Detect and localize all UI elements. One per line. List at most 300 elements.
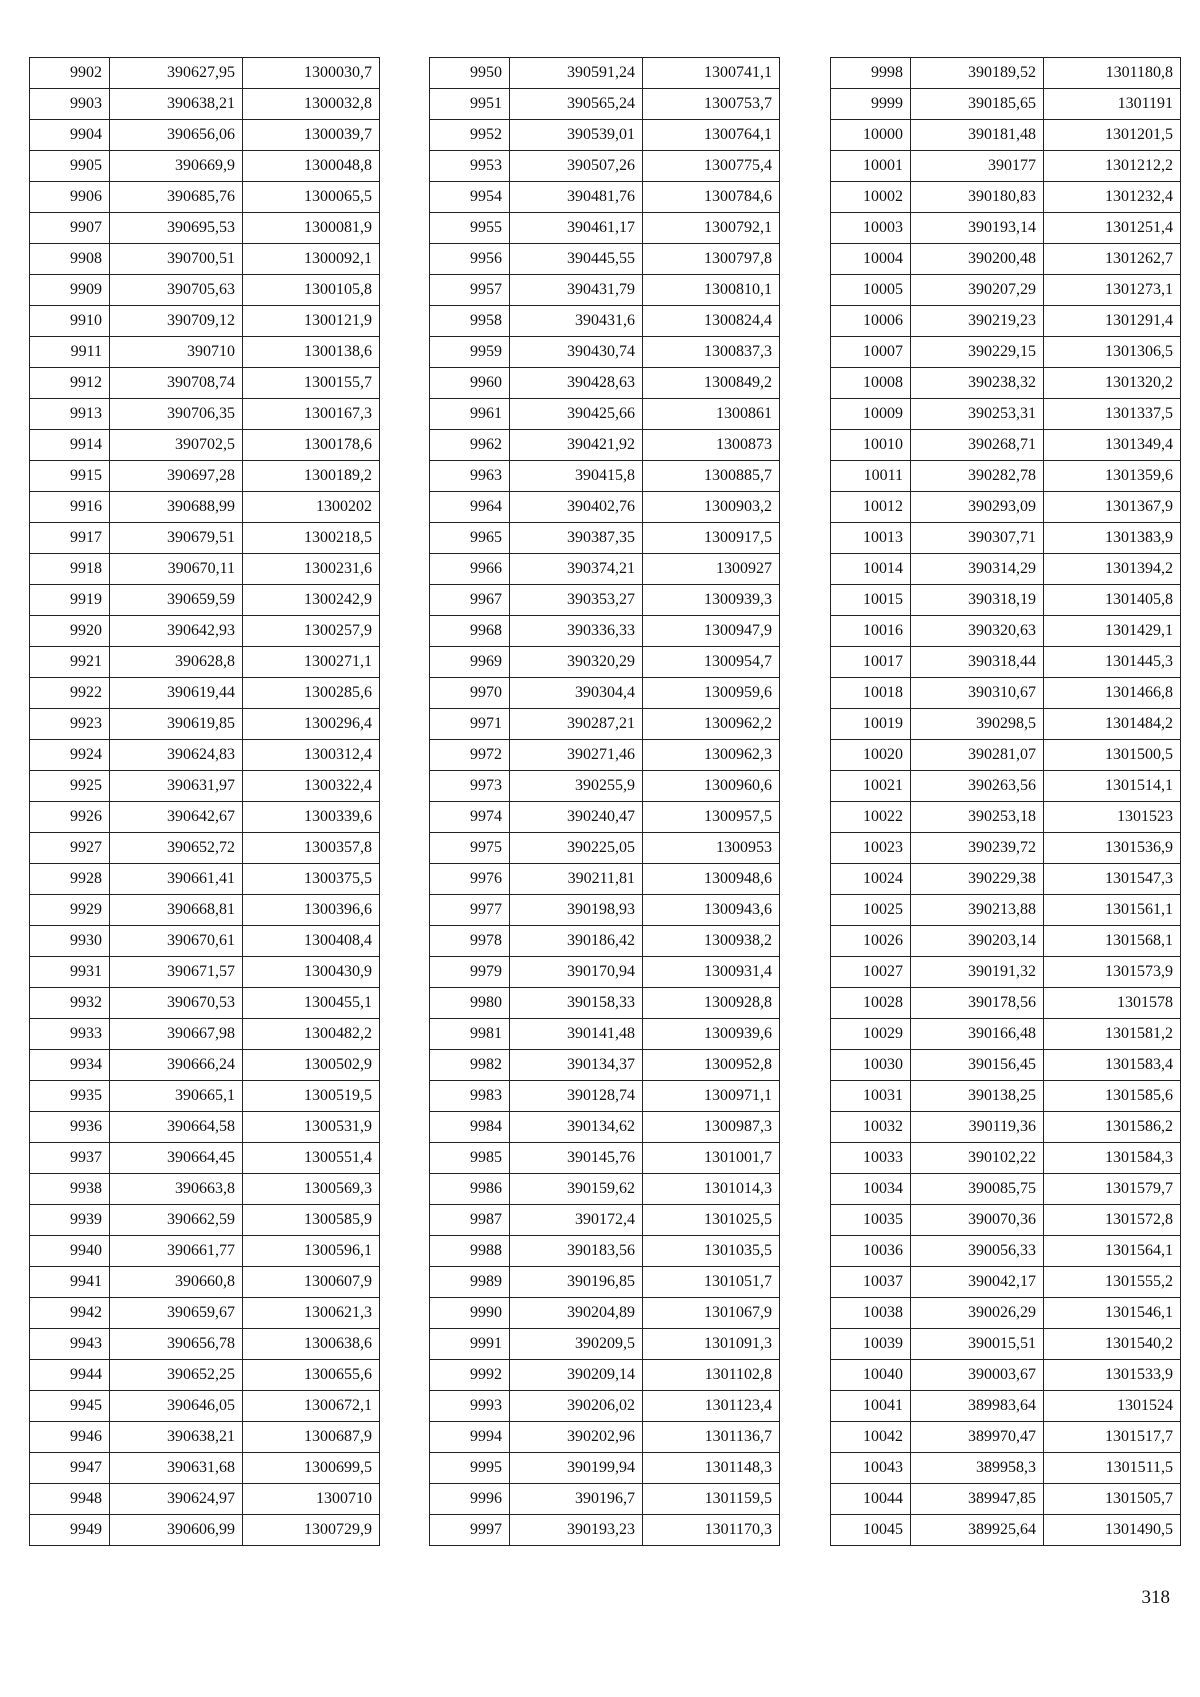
y-coordinate-cell: 1301585,6 — [1044, 1081, 1181, 1112]
point-number-cell: 9994 — [430, 1422, 510, 1453]
point-number-cell: 10007 — [831, 337, 911, 368]
y-coordinate-cell: 1301573,9 — [1044, 957, 1181, 988]
point-number-cell: 9938 — [30, 1174, 110, 1205]
table-row — [831, 1515, 1181, 1546]
y-coordinate-cell: 1301394,2 — [1044, 554, 1181, 585]
point-number-cell: 10037 — [831, 1267, 911, 1298]
y-coordinate-cell: 1300938,2 — [643, 926, 780, 957]
point-number-cell: 9954 — [430, 182, 510, 213]
table-row — [831, 1267, 1181, 1298]
x-coordinate-cell: 390425,66 — [510, 399, 643, 430]
point-number-cell: 10022 — [831, 802, 911, 833]
x-coordinate-cell: 390196,85 — [510, 1267, 643, 1298]
table-row — [30, 1298, 380, 1329]
x-coordinate-cell: 390402,76 — [510, 492, 643, 523]
y-coordinate-cell: 1300903,2 — [643, 492, 780, 523]
table-row — [831, 1081, 1181, 1112]
point-number-cell: 10032 — [831, 1112, 911, 1143]
y-coordinate-cell: 1301429,1 — [1044, 616, 1181, 647]
y-coordinate-cell: 1301466,8 — [1044, 678, 1181, 709]
point-number-cell: 9927 — [30, 833, 110, 864]
table-row — [430, 1267, 780, 1298]
point-number-cell: 9974 — [430, 802, 510, 833]
x-coordinate-cell: 390619,44 — [110, 678, 243, 709]
x-coordinate-cell: 390539,01 — [510, 120, 643, 151]
y-coordinate-cell: 1300710 — [243, 1484, 380, 1515]
y-coordinate-cell: 1300943,6 — [643, 895, 780, 926]
table-row — [831, 213, 1181, 244]
y-coordinate-cell: 1300218,5 — [243, 523, 380, 554]
table-row — [30, 430, 380, 461]
point-number-cell: 9977 — [430, 895, 510, 926]
y-coordinate-cell: 1301383,9 — [1044, 523, 1181, 554]
table-row — [831, 1422, 1181, 1453]
x-coordinate-cell: 390702,5 — [110, 430, 243, 461]
x-coordinate-cell: 390656,78 — [110, 1329, 243, 1360]
x-coordinate-cell: 390606,99 — [110, 1515, 243, 1546]
x-coordinate-cell: 390271,46 — [510, 740, 643, 771]
point-number-cell: 10030 — [831, 1050, 911, 1081]
y-coordinate-cell: 1301511,5 — [1044, 1453, 1181, 1484]
y-coordinate-cell: 1300621,3 — [243, 1298, 380, 1329]
table-row — [430, 1360, 780, 1391]
point-number-cell: 10013 — [831, 523, 911, 554]
table-row — [831, 523, 1181, 554]
point-number-cell: 10039 — [831, 1329, 911, 1360]
x-coordinate-cell: 390461,17 — [510, 213, 643, 244]
y-coordinate-cell: 1301337,5 — [1044, 399, 1181, 430]
y-coordinate-cell: 1301584,3 — [1044, 1143, 1181, 1174]
table-row — [430, 523, 780, 554]
x-coordinate-cell: 390204,89 — [510, 1298, 643, 1329]
table-row — [430, 678, 780, 709]
table-row — [30, 1453, 380, 1484]
point-number-cell: 9918 — [30, 554, 110, 585]
y-coordinate-cell: 1301273,1 — [1044, 275, 1181, 306]
table-row — [831, 926, 1181, 957]
point-number-cell: 9951 — [430, 89, 510, 120]
point-number-cell: 10018 — [831, 678, 911, 709]
y-coordinate-cell: 1300155,7 — [243, 368, 380, 399]
table-row — [430, 275, 780, 306]
x-coordinate-cell: 389925,64 — [911, 1515, 1044, 1546]
table-row — [831, 957, 1181, 988]
x-coordinate-cell: 390253,18 — [911, 802, 1044, 833]
point-number-cell: 9973 — [430, 771, 510, 802]
y-coordinate-cell: 1300861 — [643, 399, 780, 430]
point-number-cell: 9955 — [430, 213, 510, 244]
point-number-cell: 9909 — [30, 275, 110, 306]
x-coordinate-cell: 390700,51 — [110, 244, 243, 275]
table-row — [831, 1174, 1181, 1205]
x-coordinate-cell: 390207,29 — [911, 275, 1044, 306]
y-coordinate-cell: 1301359,6 — [1044, 461, 1181, 492]
point-number-cell: 10041 — [831, 1391, 911, 1422]
table-row — [30, 89, 380, 120]
table-row — [831, 585, 1181, 616]
point-number-cell: 9975 — [430, 833, 510, 864]
table-row — [30, 895, 380, 926]
y-coordinate-cell: 1300687,9 — [243, 1422, 380, 1453]
y-coordinate-cell: 1300873 — [643, 430, 780, 461]
x-coordinate-cell: 390631,68 — [110, 1453, 243, 1484]
point-number-cell: 9914 — [30, 430, 110, 461]
table-row — [30, 1205, 380, 1236]
table-row — [30, 1081, 380, 1112]
table-row — [430, 926, 780, 957]
x-coordinate-cell: 390624,83 — [110, 740, 243, 771]
table-row — [831, 709, 1181, 740]
x-coordinate-cell: 390229,38 — [911, 864, 1044, 895]
point-number-cell: 9928 — [30, 864, 110, 895]
x-coordinate-cell: 390685,76 — [110, 182, 243, 213]
point-number-cell: 9961 — [430, 399, 510, 430]
y-coordinate-cell: 1301025,5 — [643, 1205, 780, 1236]
x-coordinate-cell: 390652,72 — [110, 833, 243, 864]
table-row — [430, 120, 780, 151]
point-number-cell: 9959 — [430, 337, 510, 368]
table-row — [30, 616, 380, 647]
y-coordinate-cell: 1300092,1 — [243, 244, 380, 275]
table-row — [430, 1143, 780, 1174]
table-row — [430, 740, 780, 771]
x-coordinate-cell: 390200,48 — [911, 244, 1044, 275]
table-row — [430, 1081, 780, 1112]
x-coordinate-cell: 390431,79 — [510, 275, 643, 306]
table-row — [30, 368, 380, 399]
x-coordinate-cell: 390387,35 — [510, 523, 643, 554]
y-coordinate-cell: 1301367,9 — [1044, 492, 1181, 523]
point-number-cell: 10003 — [831, 213, 911, 244]
x-coordinate-cell: 390138,25 — [911, 1081, 1044, 1112]
y-coordinate-cell: 1301320,2 — [1044, 368, 1181, 399]
table-row — [430, 1019, 780, 1050]
table-row — [430, 864, 780, 895]
point-number-cell: 9952 — [430, 120, 510, 151]
point-number-cell: 9921 — [30, 647, 110, 678]
y-coordinate-cell: 1301568,1 — [1044, 926, 1181, 957]
y-coordinate-cell: 1301581,2 — [1044, 1019, 1181, 1050]
y-coordinate-cell: 1300189,2 — [243, 461, 380, 492]
x-coordinate-cell: 390631,97 — [110, 771, 243, 802]
table-row — [430, 1515, 780, 1546]
x-coordinate-cell: 390240,47 — [510, 802, 643, 833]
point-number-cell: 10019 — [831, 709, 911, 740]
x-coordinate-cell: 390668,81 — [110, 895, 243, 926]
y-coordinate-cell: 1300357,8 — [243, 833, 380, 864]
point-number-cell: 10023 — [831, 833, 911, 864]
table-row — [30, 151, 380, 182]
y-coordinate-cell: 1300837,3 — [643, 337, 780, 368]
x-coordinate-cell: 390141,48 — [510, 1019, 643, 1050]
x-coordinate-cell: 390213,88 — [911, 895, 1044, 926]
point-number-cell: 9934 — [30, 1050, 110, 1081]
point-number-cell: 9999 — [831, 89, 911, 120]
y-coordinate-cell: 1300396,6 — [243, 895, 380, 926]
point-number-cell: 9931 — [30, 957, 110, 988]
x-coordinate-cell: 390253,31 — [911, 399, 1044, 430]
table-row — [30, 182, 380, 213]
point-number-cell: 9912 — [30, 368, 110, 399]
coordinates-table-3 — [830, 57, 1181, 1546]
table-row — [831, 492, 1181, 523]
table-row — [430, 616, 780, 647]
table-row — [831, 1205, 1181, 1236]
y-coordinate-cell: 1300939,6 — [643, 1019, 780, 1050]
x-coordinate-cell: 390209,5 — [510, 1329, 643, 1360]
table-row — [831, 988, 1181, 1019]
table-row — [430, 213, 780, 244]
y-coordinate-cell: 1301405,8 — [1044, 585, 1181, 616]
y-coordinate-cell: 1301533,9 — [1044, 1360, 1181, 1391]
table-row — [831, 1143, 1181, 1174]
y-coordinate-cell: 1301014,3 — [643, 1174, 780, 1205]
table-row — [30, 58, 380, 89]
point-number-cell: 10045 — [831, 1515, 911, 1546]
x-coordinate-cell: 389958,3 — [911, 1453, 1044, 1484]
point-number-cell: 9995 — [430, 1453, 510, 1484]
y-coordinate-cell: 1300339,6 — [243, 802, 380, 833]
x-coordinate-cell: 390189,52 — [911, 58, 1044, 89]
point-number-cell: 10005 — [831, 275, 911, 306]
point-number-cell: 9939 — [30, 1205, 110, 1236]
x-coordinate-cell: 390659,67 — [110, 1298, 243, 1329]
point-number-cell: 9993 — [430, 1391, 510, 1422]
table-row — [831, 89, 1181, 120]
x-coordinate-cell: 390627,95 — [110, 58, 243, 89]
y-coordinate-cell: 1300607,9 — [243, 1267, 380, 1298]
x-coordinate-cell: 390015,51 — [911, 1329, 1044, 1360]
y-coordinate-cell: 1300296,4 — [243, 709, 380, 740]
table-row — [430, 771, 780, 802]
x-coordinate-cell: 390287,21 — [510, 709, 643, 740]
x-coordinate-cell: 390431,6 — [510, 306, 643, 337]
x-coordinate-cell: 390695,53 — [110, 213, 243, 244]
coordinates-table-2 — [429, 57, 780, 1546]
table-row — [831, 120, 1181, 151]
table-row — [831, 430, 1181, 461]
point-number-cell: 9985 — [430, 1143, 510, 1174]
x-coordinate-cell: 390183,56 — [510, 1236, 643, 1267]
point-number-cell: 10017 — [831, 647, 911, 678]
point-number-cell: 10043 — [831, 1453, 911, 1484]
x-coordinate-cell: 390314,29 — [911, 554, 1044, 585]
x-coordinate-cell: 390229,15 — [911, 337, 1044, 368]
x-coordinate-cell: 390706,35 — [110, 399, 243, 430]
x-coordinate-cell: 390159,62 — [510, 1174, 643, 1205]
point-number-cell: 10011 — [831, 461, 911, 492]
y-coordinate-cell: 1301170,3 — [643, 1515, 780, 1546]
y-coordinate-cell: 1300947,9 — [643, 616, 780, 647]
x-coordinate-cell: 390638,21 — [110, 89, 243, 120]
x-coordinate-cell: 390070,36 — [911, 1205, 1044, 1236]
x-coordinate-cell: 390145,76 — [510, 1143, 643, 1174]
table-row — [831, 182, 1181, 213]
x-coordinate-cell: 390003,67 — [911, 1360, 1044, 1391]
x-coordinate-cell: 390664,58 — [110, 1112, 243, 1143]
table-row — [30, 647, 380, 678]
point-number-cell: 9933 — [30, 1019, 110, 1050]
point-number-cell: 9936 — [30, 1112, 110, 1143]
x-coordinate-cell: 390156,45 — [911, 1050, 1044, 1081]
point-number-cell: 9904 — [30, 120, 110, 151]
x-coordinate-cell: 390282,78 — [911, 461, 1044, 492]
y-coordinate-cell: 1301564,1 — [1044, 1236, 1181, 1267]
point-number-cell: 10038 — [831, 1298, 911, 1329]
y-coordinate-cell: 1300121,9 — [243, 306, 380, 337]
table-row — [831, 833, 1181, 864]
table-row — [30, 988, 380, 1019]
table-row — [30, 1050, 380, 1081]
point-number-cell: 10016 — [831, 616, 911, 647]
point-number-cell: 9902 — [30, 58, 110, 89]
x-coordinate-cell: 390670,61 — [110, 926, 243, 957]
x-coordinate-cell: 390662,59 — [110, 1205, 243, 1236]
table-row — [30, 1112, 380, 1143]
table-row — [430, 1298, 780, 1329]
x-coordinate-cell: 390665,1 — [110, 1081, 243, 1112]
table-row — [430, 1391, 780, 1422]
x-coordinate-cell: 390193,23 — [510, 1515, 643, 1546]
table-row — [831, 678, 1181, 709]
point-number-cell: 9997 — [430, 1515, 510, 1546]
x-coordinate-cell: 389947,85 — [911, 1484, 1044, 1515]
x-coordinate-cell: 390656,06 — [110, 120, 243, 151]
y-coordinate-cell: 1300242,9 — [243, 585, 380, 616]
point-number-cell: 9976 — [430, 864, 510, 895]
y-coordinate-cell: 1301291,4 — [1044, 306, 1181, 337]
y-coordinate-cell: 1300917,5 — [643, 523, 780, 554]
point-number-cell: 9916 — [30, 492, 110, 523]
x-coordinate-cell: 390181,48 — [911, 120, 1044, 151]
y-coordinate-cell: 1300271,1 — [243, 647, 380, 678]
table-row — [30, 585, 380, 616]
x-coordinate-cell: 390670,11 — [110, 554, 243, 585]
table-row — [430, 1422, 780, 1453]
x-coordinate-cell: 390281,07 — [911, 740, 1044, 771]
table-row — [30, 771, 380, 802]
point-number-cell: 9978 — [430, 926, 510, 957]
y-coordinate-cell: 1300638,6 — [243, 1329, 380, 1360]
y-coordinate-cell: 1300797,8 — [643, 244, 780, 275]
y-coordinate-cell: 1300455,1 — [243, 988, 380, 1019]
table-row — [430, 647, 780, 678]
x-coordinate-cell: 390374,21 — [510, 554, 643, 585]
x-coordinate-cell: 390158,33 — [510, 988, 643, 1019]
y-coordinate-cell: 1300927 — [643, 554, 780, 585]
table-row — [30, 864, 380, 895]
x-coordinate-cell: 390660,8 — [110, 1267, 243, 1298]
point-number-cell: 9946 — [30, 1422, 110, 1453]
point-number-cell: 9925 — [30, 771, 110, 802]
table-row — [30, 1019, 380, 1050]
point-number-cell: 10026 — [831, 926, 911, 957]
point-number-cell: 9957 — [430, 275, 510, 306]
point-number-cell: 9964 — [430, 492, 510, 523]
x-coordinate-cell: 390697,28 — [110, 461, 243, 492]
y-coordinate-cell: 1300202 — [243, 492, 380, 523]
y-coordinate-cell: 1300519,5 — [243, 1081, 380, 1112]
y-coordinate-cell: 1301517,7 — [1044, 1422, 1181, 1453]
table-row — [430, 89, 780, 120]
table-row — [30, 1329, 380, 1360]
y-coordinate-cell: 1300551,4 — [243, 1143, 380, 1174]
point-number-cell: 9944 — [30, 1360, 110, 1391]
point-number-cell: 9950 — [430, 58, 510, 89]
x-coordinate-cell: 390642,67 — [110, 802, 243, 833]
y-coordinate-cell: 1301212,2 — [1044, 151, 1181, 182]
table-row — [30, 833, 380, 864]
point-number-cell: 9965 — [430, 523, 510, 554]
x-coordinate-cell: 390219,23 — [911, 306, 1044, 337]
table-row — [30, 802, 380, 833]
x-coordinate-cell: 390638,21 — [110, 1422, 243, 1453]
y-coordinate-cell: 1300824,4 — [643, 306, 780, 337]
y-coordinate-cell: 1301159,5 — [643, 1484, 780, 1515]
y-coordinate-cell: 1301051,7 — [643, 1267, 780, 1298]
x-coordinate-cell: 389983,64 — [911, 1391, 1044, 1422]
point-number-cell: 9969 — [430, 647, 510, 678]
y-coordinate-cell: 1300081,9 — [243, 213, 380, 244]
x-coordinate-cell: 390238,32 — [911, 368, 1044, 399]
x-coordinate-cell: 390177 — [911, 151, 1044, 182]
point-number-cell: 9905 — [30, 151, 110, 182]
y-coordinate-cell: 1300257,9 — [243, 616, 380, 647]
x-coordinate-cell: 390198,93 — [510, 895, 643, 926]
point-number-cell: 9915 — [30, 461, 110, 492]
y-coordinate-cell: 1300672,1 — [243, 1391, 380, 1422]
point-number-cell: 9956 — [430, 244, 510, 275]
table-row — [831, 337, 1181, 368]
table-row — [30, 523, 380, 554]
table-row — [831, 895, 1181, 926]
point-number-cell: 10036 — [831, 1236, 911, 1267]
table-row — [831, 1236, 1181, 1267]
y-coordinate-cell: 1301540,2 — [1044, 1329, 1181, 1360]
x-coordinate-cell: 390421,92 — [510, 430, 643, 461]
y-coordinate-cell: 1301579,7 — [1044, 1174, 1181, 1205]
x-coordinate-cell: 390056,33 — [911, 1236, 1044, 1267]
table-row — [30, 306, 380, 337]
point-number-cell: 10020 — [831, 740, 911, 771]
y-coordinate-cell: 1301035,5 — [643, 1236, 780, 1267]
table-row — [430, 399, 780, 430]
point-number-cell: 10008 — [831, 368, 911, 399]
y-coordinate-cell: 1300482,2 — [243, 1019, 380, 1050]
table-row — [831, 151, 1181, 182]
y-coordinate-cell: 1301191 — [1044, 89, 1181, 120]
point-number-cell: 9903 — [30, 89, 110, 120]
y-coordinate-cell: 1300948,6 — [643, 864, 780, 895]
point-number-cell: 10025 — [831, 895, 911, 926]
x-coordinate-cell: 390336,33 — [510, 616, 643, 647]
y-coordinate-cell: 1300957,5 — [643, 802, 780, 833]
point-number-cell: 9983 — [430, 1081, 510, 1112]
y-coordinate-cell: 1301583,4 — [1044, 1050, 1181, 1081]
y-coordinate-cell: 1300987,3 — [643, 1112, 780, 1143]
table-row — [430, 306, 780, 337]
table-row — [430, 1112, 780, 1143]
table-row — [430, 337, 780, 368]
point-number-cell: 10006 — [831, 306, 911, 337]
y-coordinate-cell: 1301524 — [1044, 1391, 1181, 1422]
y-coordinate-cell: 1301148,3 — [643, 1453, 780, 1484]
table-row — [831, 1050, 1181, 1081]
table-row — [30, 1174, 380, 1205]
table-row — [831, 771, 1181, 802]
x-coordinate-cell: 390624,97 — [110, 1484, 243, 1515]
table-row — [831, 275, 1181, 306]
